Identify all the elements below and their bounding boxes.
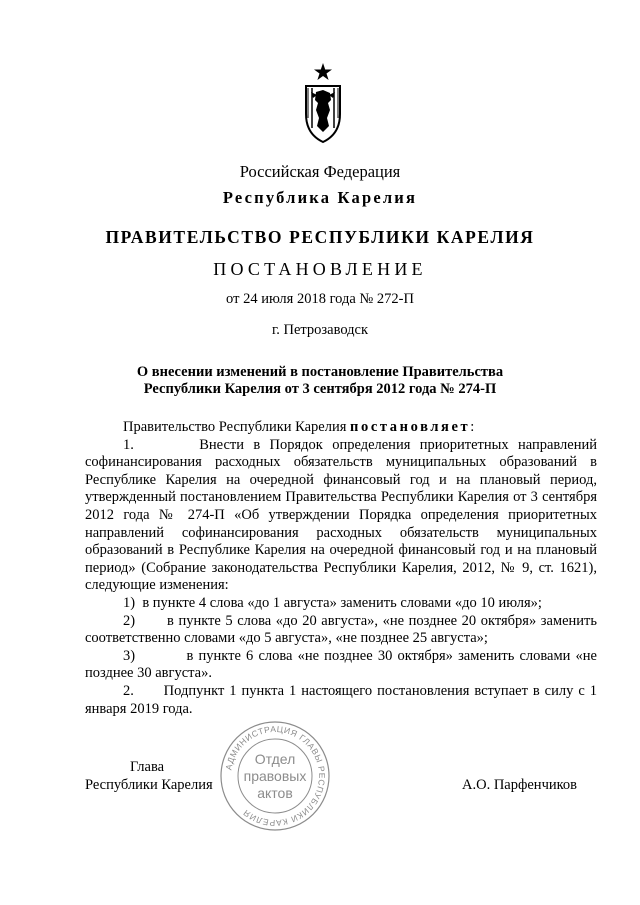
preamble-end: : — [470, 419, 475, 435]
signatory-title-line-1: Глава — [130, 759, 165, 775]
city-name: г. Петрозаводск — [271, 322, 369, 338]
preamble — [85, 419, 597, 437]
subject-line-1: О внесении изменений в постановление Правительства — [136, 364, 504, 380]
preamble-start: Правительство Республики Карелия — [123, 419, 351, 435]
document-type: ПОСТАНОВЛЕНИЕ — [213, 259, 427, 279]
government-title: ПРАВИТЕЛЬСТВО РЕСПУБЛИКИ КАРЕЛИЯ — [105, 227, 535, 247]
country-name: Российская Федерация — [239, 162, 401, 181]
stamp-line-3: актов — [257, 785, 293, 801]
subitem-1: 1) в пункте 4 слова «до 1 августа» заменить словами «до 10 июля»; — [123, 594, 542, 611]
item-1: 1. Внести в Порядок определения приоритетных направлений софинансирования расходных обязательств муниципальных образований в Республике Карелия на очередной финансовый год и на плановый период, утвержденный постановлением Правительства Республики Карелия от 3 сентября 2012 года № 274-П «Об утверждении Порядка определения приоритетных направлений софинансирования расходных обязательств муниципальных образований в Республике Карелия на очередной финансовый год и на плановый период» (Собрание законодательства Республики Карелия, 2012, № 9, ст. 1621), следующие изменения: — [85, 436, 597, 594]
preamble-verb: постановляет — [350, 419, 471, 435]
signatory-title — [85, 759, 213, 794]
stamp-line-2: правовых — [243, 768, 307, 784]
republic-name: Республика Карелия — [222, 188, 418, 207]
subitem-2: 2) в пункте 5 слова «до 20 августа», «не позднее 20 октября» заменить соответственно словами «до 5 августа», «не позднее 25 августа»; — [85, 612, 597, 647]
document-subject — [100, 364, 540, 398]
stamp-line-1: Отдел — [254, 751, 296, 767]
stamp-ring-text: АДМИНИСТРАЦИЯ ГЛАВЫ РЕСПУБЛИКИ КАРЕЛИЯ — [223, 723, 328, 829]
signatory-title-line-2: Республики Карелия — [85, 776, 213, 793]
date-number-line: от 24 июля 2018 года № 272-П — [226, 291, 414, 307]
office-stamp — [219, 720, 331, 832]
signatory-name: А.О. Парфенчиков — [462, 777, 578, 793]
coat-of-arms-emblem — [303, 62, 343, 144]
subitem-3: 3) в пункте 6 слова «не позднее 30 октября» заменить словами «не позднее 30 августа». — [85, 647, 597, 682]
item-2: 2. Подпункт 1 пункта 1 настоящего постановления вступает в силу с 1 января 2019 года. — [85, 682, 597, 717]
subject-line-2: Республики Карелия от 3 сентября 2012 года № 274-П — [143, 381, 497, 397]
document-body — [85, 419, 597, 718]
